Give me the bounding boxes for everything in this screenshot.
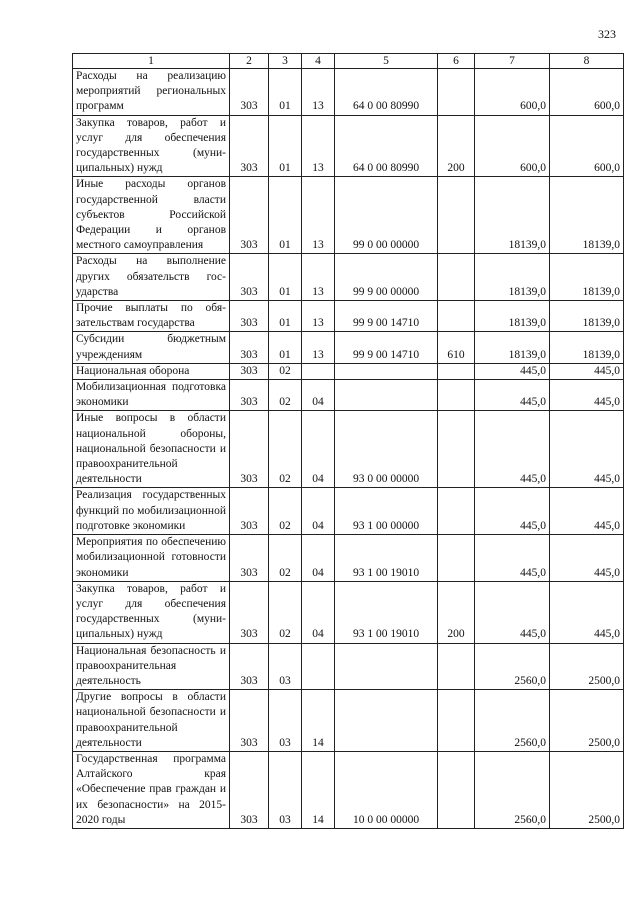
ministry-code-cell: 303 [230, 69, 269, 116]
section-code-cell: 02 [269, 535, 302, 582]
table-row [73, 488, 624, 535]
subsection-code-cell: 13 [302, 301, 335, 332]
target-article-cell: 93 1 00 00000 [335, 488, 438, 535]
expense-name-cell: Расходы на выполнение других обязательств государства [73, 254, 230, 301]
section-code-cell: 01 [269, 332, 302, 363]
column-header: 2 [230, 54, 269, 69]
table-row [73, 535, 624, 582]
ministry-code-cell: 303 [230, 177, 269, 254]
expense-type-cell [438, 69, 475, 116]
expense-type-cell [438, 254, 475, 301]
amount-cell: 18139,0 [475, 301, 550, 332]
amount-cell: 445,0 [475, 363, 550, 379]
table-row [73, 177, 624, 254]
table-row [73, 363, 624, 379]
target-article-cell [335, 690, 438, 752]
amount-cell: 445,0 [475, 380, 550, 411]
subsection-code-cell [302, 363, 335, 379]
ministry-code-cell: 303 [230, 115, 269, 177]
target-article-cell: 93 1 00 19010 [335, 535, 438, 582]
ministry-code-cell: 303 [230, 488, 269, 535]
ministry-code-cell: 303 [230, 363, 269, 379]
ministry-code-cell: 303 [230, 301, 269, 332]
section-code-cell: 02 [269, 411, 302, 488]
expense-name-cell: Иные расходы органов государственной власти субъектов Российской Федерации и органов местного самоуправления [73, 177, 230, 254]
amount-cell: 445,0 [475, 535, 550, 582]
subsection-code-cell: 04 [302, 535, 335, 582]
subsection-code-cell: 13 [302, 332, 335, 363]
table-row [73, 332, 624, 363]
amount-cell: 445,0 [550, 488, 624, 535]
amount-cell: 2500,0 [550, 690, 624, 752]
expense-name-cell: Национальная оборона [73, 363, 230, 379]
amount-cell: 445,0 [550, 363, 624, 379]
expense-type-cell: 610 [438, 332, 475, 363]
target-article-cell: 99 9 00 14710 [335, 332, 438, 363]
expense-type-cell [438, 411, 475, 488]
section-code-cell: 03 [269, 643, 302, 690]
amount-cell: 18139,0 [475, 332, 550, 363]
expense-name-cell: Мобилизационная подготовка экономики [73, 380, 230, 411]
column-header: 1 [73, 54, 230, 69]
expense-type-cell [438, 301, 475, 332]
subsection-code-cell: 14 [302, 690, 335, 752]
amount-cell: 18139,0 [550, 177, 624, 254]
amount-cell: 2560,0 [475, 643, 550, 690]
amount-cell: 445,0 [550, 581, 624, 643]
page-number: 323 [598, 27, 616, 41]
expense-name-cell: Государственная программа Алтайского края «Обеспечение прав граждан и их безопасности» на 2015-2020 годы [73, 751, 230, 828]
subsection-code-cell: 04 [302, 581, 335, 643]
column-header: 4 [302, 54, 335, 69]
column-header: 6 [438, 54, 475, 69]
subsection-code-cell: 13 [302, 177, 335, 254]
section-code-cell: 01 [269, 115, 302, 177]
ministry-code-cell: 303 [230, 332, 269, 363]
amount-cell: 445,0 [475, 488, 550, 535]
target-article-cell: 99 9 00 14710 [335, 301, 438, 332]
expense-type-cell: 200 [438, 115, 475, 177]
ministry-code-cell: 303 [230, 690, 269, 752]
expense-type-cell [438, 177, 475, 254]
section-code-cell: 01 [269, 254, 302, 301]
column-header: 8 [550, 54, 624, 69]
target-article-cell: 93 1 00 19010 [335, 581, 438, 643]
amount-cell: 2560,0 [475, 690, 550, 752]
expense-type-cell [438, 380, 475, 411]
amount-cell: 2500,0 [550, 643, 624, 690]
ministry-code-cell: 303 [230, 254, 269, 301]
table-row [73, 69, 624, 116]
column-header: 3 [269, 54, 302, 69]
ministry-code-cell: 303 [230, 751, 269, 828]
subsection-code-cell: 04 [302, 488, 335, 535]
amount-cell: 600,0 [550, 69, 624, 116]
target-article-cell: 64 0 00 80990 [335, 115, 438, 177]
section-code-cell: 01 [269, 177, 302, 254]
expense-type-cell [438, 535, 475, 582]
amount-cell: 445,0 [475, 581, 550, 643]
expense-name-cell: Прочие выплаты по обязательствам государства [73, 301, 230, 332]
section-code-cell: 02 [269, 581, 302, 643]
section-code-cell: 01 [269, 301, 302, 332]
subsection-code-cell: 13 [302, 115, 335, 177]
table-row [73, 751, 624, 828]
amount-cell: 445,0 [475, 411, 550, 488]
expense-name-cell: Реализация государственных функций по мобилизационной подготовке экономики [73, 488, 230, 535]
expense-name-cell: Другие вопросы в области национальной безопасности и правоохранительной деятельности [73, 690, 230, 752]
expense-type-cell [438, 690, 475, 752]
expense-name-cell: Субсидии бюджетным учреждениям [73, 332, 230, 363]
target-article-cell: 64 0 00 80990 [335, 69, 438, 116]
ministry-code-cell: 303 [230, 535, 269, 582]
table-row [73, 254, 624, 301]
expense-name-cell: Расходы на реализацию мероприятий региональных программ [73, 69, 230, 116]
amount-cell: 18139,0 [550, 332, 624, 363]
amount-cell: 2560,0 [475, 751, 550, 828]
ministry-code-cell: 303 [230, 581, 269, 643]
amount-cell: 600,0 [550, 115, 624, 177]
column-header: 7 [475, 54, 550, 69]
column-header: 5 [335, 54, 438, 69]
expense-name-cell: Иные вопросы в области национальной обороны, национальной безопасности и правоохранительной деятельности [73, 411, 230, 488]
target-article-cell: 99 9 00 00000 [335, 254, 438, 301]
ministry-code-cell: 303 [230, 380, 269, 411]
table-row [73, 690, 624, 752]
expense-type-cell [438, 643, 475, 690]
section-code-cell: 02 [269, 363, 302, 379]
expense-type-cell [438, 363, 475, 379]
expense-type-cell [438, 488, 475, 535]
target-article-cell [335, 643, 438, 690]
ministry-code-cell: 303 [230, 411, 269, 488]
section-code-cell: 01 [269, 69, 302, 116]
subsection-code-cell: 14 [302, 751, 335, 828]
amount-cell: 600,0 [475, 115, 550, 177]
subsection-code-cell: 13 [302, 69, 335, 116]
amount-cell: 445,0 [550, 535, 624, 582]
header-row [73, 54, 624, 69]
expense-name-cell: Закупка товаров, работ и услуг для обеспечения государственных (муниципальных) нужд [73, 115, 230, 177]
section-code-cell: 02 [269, 380, 302, 411]
section-code-cell: 03 [269, 690, 302, 752]
target-article-cell: 10 0 00 00000 [335, 751, 438, 828]
amount-cell: 18139,0 [475, 177, 550, 254]
subsection-code-cell: 04 [302, 411, 335, 488]
amount-cell: 2500,0 [550, 751, 624, 828]
target-article-cell: 99 0 00 00000 [335, 177, 438, 254]
table-row [73, 115, 624, 177]
ministry-code-cell: 303 [230, 643, 269, 690]
expense-type-cell: 200 [438, 581, 475, 643]
expense-name-cell: Национальная безопасность и правоохранительная деятельность [73, 643, 230, 690]
subsection-code-cell: 04 [302, 380, 335, 411]
table-row [73, 301, 624, 332]
expense-type-cell [438, 751, 475, 828]
table-row [73, 643, 624, 690]
expense-name-cell: Закупка товаров, работ и услуг для обеспечения государственных (муниципальных) нужд [73, 581, 230, 643]
amount-cell: 18139,0 [550, 254, 624, 301]
table-row [73, 411, 624, 488]
amount-cell: 18139,0 [475, 254, 550, 301]
budget-table [72, 53, 624, 829]
subsection-code-cell: 13 [302, 254, 335, 301]
subsection-code-cell [302, 643, 335, 690]
target-article-cell [335, 380, 438, 411]
table-row [73, 380, 624, 411]
amount-cell: 445,0 [550, 411, 624, 488]
section-code-cell: 03 [269, 751, 302, 828]
expense-name-cell: Мероприятия по обеспечению мобилизационной готовности экономики [73, 535, 230, 582]
target-article-cell [335, 363, 438, 379]
target-article-cell: 93 0 00 00000 [335, 411, 438, 488]
amount-cell: 600,0 [475, 69, 550, 116]
amount-cell: 18139,0 [550, 301, 624, 332]
amount-cell: 445,0 [550, 380, 624, 411]
section-code-cell: 02 [269, 488, 302, 535]
table-row [73, 581, 624, 643]
